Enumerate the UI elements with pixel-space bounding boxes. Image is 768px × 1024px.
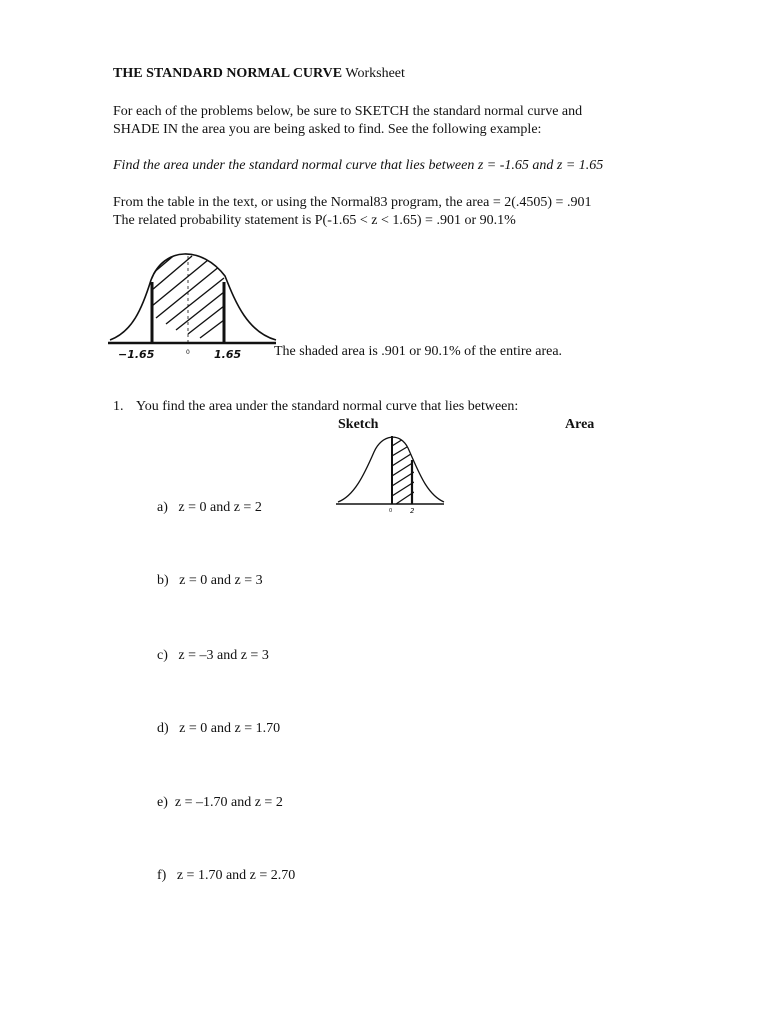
item-text: z = –3 and z = 3 <box>178 648 269 663</box>
item-text: z = 0 and z = 3 <box>179 573 263 588</box>
problem-item-b <box>157 572 263 590</box>
problem-item-e <box>157 794 283 812</box>
item-text: z = 1.70 and z = 2.70 <box>176 868 296 883</box>
item-label: c) <box>157 648 168 663</box>
item-label: a) <box>157 500 168 515</box>
problem-item-d <box>157 720 280 738</box>
intro-line-1: For each of the problems below, be sure to SKETCH the standard normal curve and <box>113 104 583 119</box>
problem-1-number: 1. <box>113 399 124 414</box>
item-label: b) <box>157 573 169 588</box>
example-bell-curve <box>110 254 276 340</box>
example-label-left: −1.65 <box>118 348 155 361</box>
example-answer-line-1: From the table in the text, or using the Normal83 program, the area = 2(.4505) = .901 <box>113 195 592 210</box>
item-label: e) <box>157 795 168 810</box>
area-column-header: Area <box>565 417 595 432</box>
problem-1a-label-two: 2 <box>410 507 415 514</box>
title-regular: Worksheet <box>345 66 405 81</box>
example-label-right: 1.65 <box>214 348 242 361</box>
sketch-column-header: Sketch <box>338 417 379 432</box>
problem-1-prompt: You find the area under the standard normal curve that lies between: <box>136 399 519 414</box>
problem-item-a <box>157 499 262 517</box>
example-normal-curve-sketch <box>108 244 278 362</box>
example-caption: The shaded area is .901 or 90.1% of the entire area. <box>274 344 563 359</box>
problem-1a-label-zero: 0 <box>389 508 393 514</box>
problem-item-f <box>157 867 295 885</box>
item-label: f) <box>157 868 167 883</box>
title-bold: THE STANDARD NORMAL CURVE <box>113 66 343 81</box>
problem-item-c <box>157 647 269 665</box>
worksheet-title <box>113 65 405 83</box>
item-text: z = 0 and z = 1.70 <box>179 721 281 736</box>
problem-1a-shading-hatch <box>392 436 414 504</box>
item-label: d) <box>157 721 169 736</box>
item-text: z = –1.70 and z = 2 <box>174 795 283 810</box>
problem-1a-normal-curve-sketch <box>336 430 446 514</box>
example-label-zero: 0 <box>186 349 190 356</box>
intro-line-2: SHADE IN the area you are being asked to find. See the following example: <box>113 122 542 137</box>
example-answer-line-2: The related probability statement is P(-1.65 < z < 1.65) = .901 or 90.1% <box>113 213 516 228</box>
item-text: z = 0 and z = 2 <box>178 500 262 515</box>
example-question: Find the area under the standard normal curve that lies between z = -1.65 and z = 1.65 <box>113 158 604 173</box>
